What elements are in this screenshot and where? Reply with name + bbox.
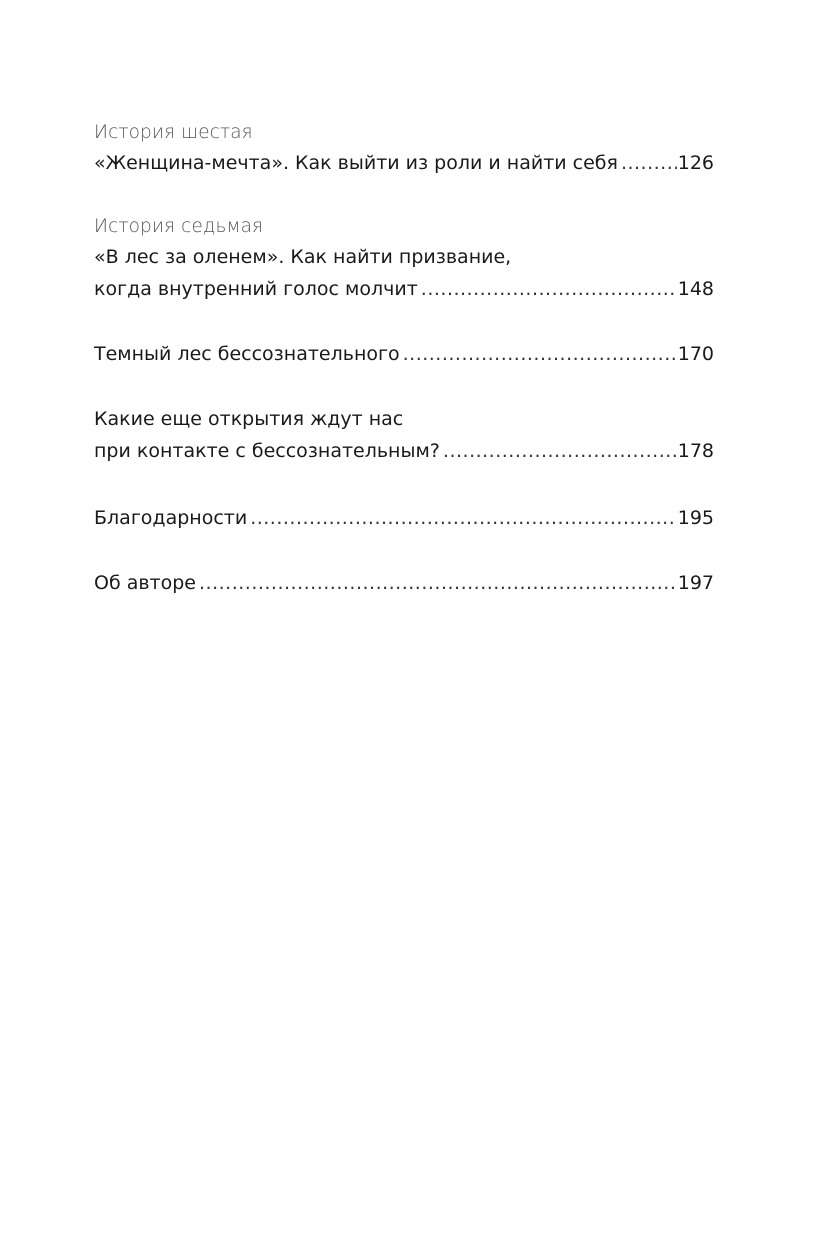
toc-entry-kicker: История шестая — [94, 122, 253, 143]
dot-leader — [403, 338, 677, 370]
toc-entry-title-line — [94, 338, 714, 370]
toc-page-number: 178 — [677, 440, 714, 462]
toc-entry-story-six — [94, 119, 714, 179]
toc-entry-title-line — [94, 147, 714, 179]
toc-entry-title: «В лес за оленем». Как найти призвание, — [94, 246, 512, 268]
toc-entry-title: при контакте с бессознательным? — [94, 440, 440, 462]
dot-leader — [421, 273, 677, 305]
toc-entry-title: Темный лес бессознательного — [94, 343, 400, 365]
toc-entry-title-line — [94, 403, 714, 435]
toc-entry-title: Благодарности — [94, 507, 248, 529]
toc-entry-title-line — [94, 435, 714, 467]
toc-entry-dark-forest — [94, 338, 714, 370]
toc-entry-title-line — [94, 567, 714, 599]
toc-entry-title: Какие еще открытия ждут нас — [94, 408, 404, 430]
dot-leader — [621, 147, 677, 179]
toc-entry-title: когда внутренний голос молчит — [94, 278, 418, 300]
toc-entry-title-line — [94, 502, 714, 534]
toc-entry-story-seven — [94, 213, 714, 305]
toc-page-number: 197 — [677, 572, 714, 594]
toc-page-number: 195 — [677, 507, 714, 529]
toc-entry-kicker: История седьмая — [94, 216, 264, 237]
table-of-contents — [94, 119, 714, 599]
dot-leader — [199, 567, 677, 599]
toc-page-number: 126 — [677, 152, 714, 174]
toc-entry-acknowledgements — [94, 502, 714, 534]
dot-leader — [443, 435, 677, 467]
toc-page-number: 148 — [677, 278, 714, 300]
toc-entry-title: Об авторе — [94, 572, 196, 594]
toc-entry-title: «Женщина-мечта». Как выйти из роли и найти себя — [94, 152, 618, 174]
dot-leader — [250, 502, 677, 534]
toc-entry-title-line — [94, 273, 714, 305]
toc-entry-about-author — [94, 567, 714, 599]
toc-page-number: 170 — [677, 343, 714, 365]
toc-entry-title-line — [94, 241, 714, 273]
toc-entry-discoveries — [94, 403, 714, 467]
